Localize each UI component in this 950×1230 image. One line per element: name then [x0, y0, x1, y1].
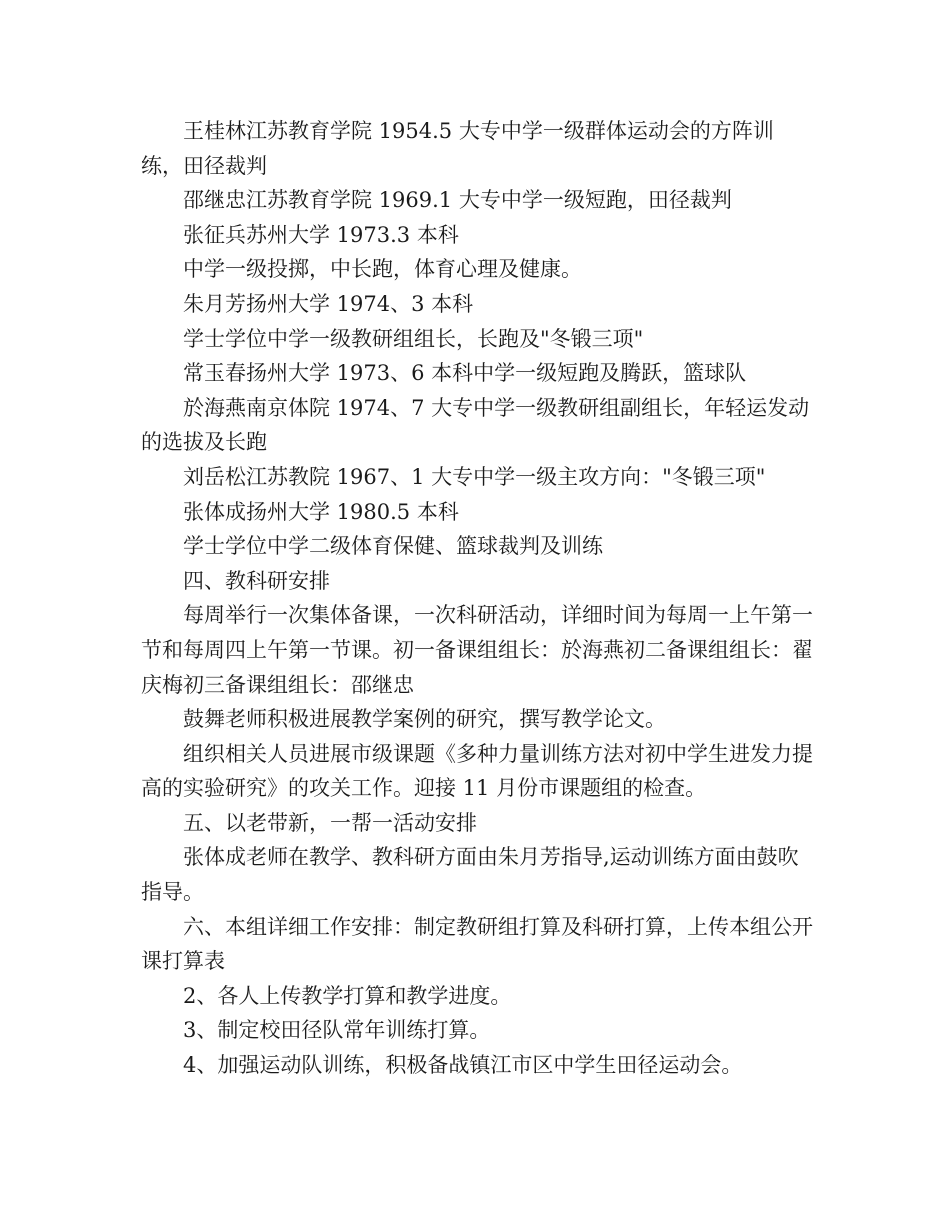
paragraph-staff-zhang-zb-detail: 中学一级投掷，中长跑，体育心理及健康。: [183, 257, 582, 282]
paragraph-mentoring: 张体成老师在教学、教科研方面由朱月芳指导,运动训练方面由鼓吹指导。: [141, 845, 799, 905]
paragraph-research-papers: 鼓舞老师积极进展教学案例的研究，撰写教学论文。: [183, 707, 666, 732]
document-body: [141, 114, 813, 1083]
list-item-work-plan-3: 3、制定校田径队常年训练打算。: [183, 1018, 491, 1043]
list-item-work-plan-2: 2、各人上传教学打算和教学进度。: [183, 983, 512, 1008]
section-heading-work-plan: 六、本组详细工作安排：制定教研组打算及科研打算，上传本组公开课打算表: [141, 914, 813, 974]
paragraph-staff-zhu: 朱月芳扬州大学 1974、3 本科: [183, 291, 474, 316]
section-heading-research: 四、教科研安排: [183, 568, 330, 593]
paragraph-staff-liu: 刘岳松江苏教院 1967、1 大专中学一级主攻方向："冬锻三项": [183, 464, 766, 489]
paragraph-staff-zhang-tc: 张体成扬州大学 1980.5 本科: [183, 499, 459, 524]
paragraph-staff-yu: 於海燕南京体院 1974、7 大专中学一级教研组副组长，年轻运发动的选拔及长跑: [141, 395, 810, 455]
paragraph-staff-chang: 常玉春扬州大学 1973、6 本科中学一级短跑及腾跃，篮球队: [183, 361, 747, 386]
list-item-work-plan-4: 4、加强运动队训练，积极备战镇江市区中学生田径运动会。: [183, 1053, 743, 1078]
paragraph-research-project: 组织相关人员进展市级课题《多种力量训练方法对初中学生进发力提高的实验研究》的攻关工作。迎接 11 月份市课题组的检查。: [141, 741, 813, 801]
paragraph-staff-zhang-tc-detail: 学士学位中学二级体育保健、篮球裁判及训练: [183, 534, 603, 559]
paragraph-research-schedule: 每周举行一次集体备课，一次科研活动，详细时间为每周一上午第一节和每周四上午第一节课。初一备课组组长：於海燕初二备课组组长：翟庆梅初三备课组组长：邵继忠: [141, 603, 813, 697]
paragraph-staff-wang: 王桂林江苏教育学院 1954.5 大专中学一级群体运动会的方阵训练，田径裁判: [141, 119, 774, 178]
paragraph-staff-zhu-detail: 学士学位中学一级教研组组长，长跑及"冬锻三项": [183, 326, 644, 351]
paragraph-staff-zhang-zb: 张征兵苏州大学 1973.3 本科: [183, 222, 459, 247]
paragraph-staff-shao: 邵继忠江苏教育学院 1969.1 大专中学一级短跑，田径裁判: [183, 188, 732, 213]
section-heading-mentoring: 五、以老带新，一帮一活动安排: [183, 810, 477, 835]
